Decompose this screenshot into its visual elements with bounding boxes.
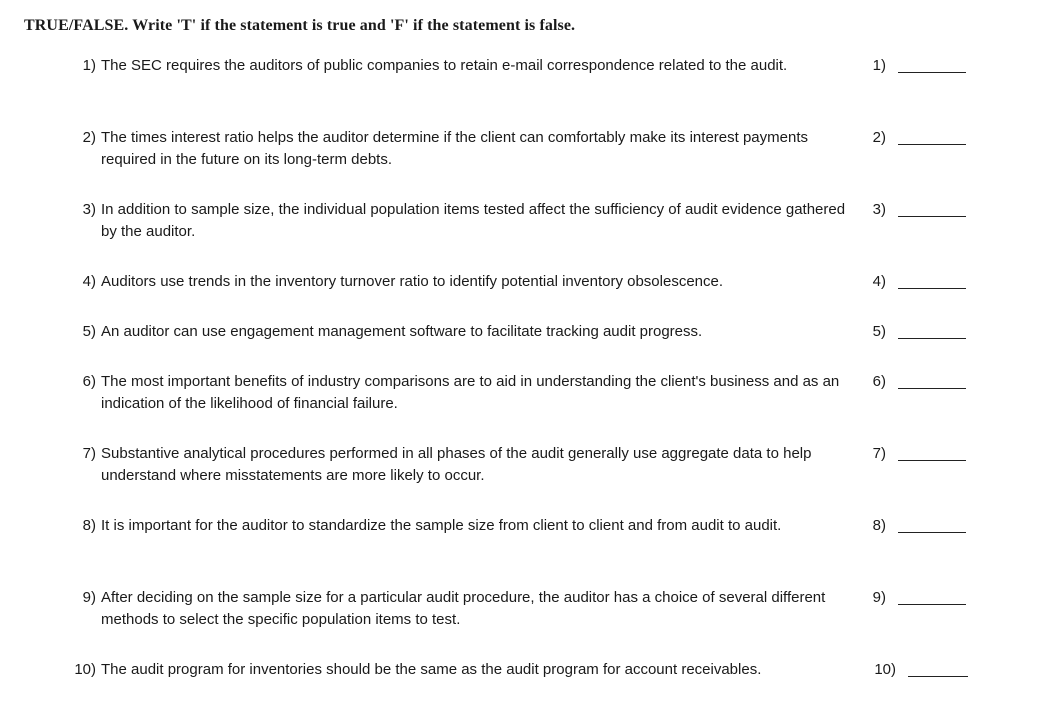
question-number: 1) [82, 57, 96, 74]
question-number: 3) [82, 201, 96, 218]
question-number: 2) [82, 129, 96, 146]
answer-blank[interactable] [898, 388, 966, 389]
question-item [70, 127, 1030, 173]
question-number: 6) [82, 373, 96, 390]
answer-blank[interactable] [898, 604, 966, 605]
question-number: 10) [74, 661, 96, 678]
question-number: 5) [82, 323, 96, 340]
answer-number: 4) [872, 273, 886, 290]
question-text: After deciding on the sample size for a particular audit procedure, the auditor has a choice of several different methods to select the specific population items to test. [101, 589, 826, 628]
answer-number: 3) [872, 201, 886, 218]
answer-number: 2) [872, 129, 886, 146]
answer-number: 9) [872, 589, 886, 606]
instructions-heading: TRUE/FALSE. Write 'T' if the statement is true and 'F' if the statement is false. [24, 17, 576, 34]
question-text: It is important for the auditor to standardize the sample size from client to client and from audit to audit. [101, 517, 782, 534]
question-item [70, 515, 1030, 561]
answer-number: 5) [872, 323, 886, 340]
answer-blank[interactable] [898, 216, 966, 217]
answer-number: 1) [872, 57, 886, 74]
question-text: The most important benefits of industry comparisons are to aid in understanding the client's business and as an indication of the likelihood of financial failure. [101, 373, 840, 412]
question-number: 4) [82, 273, 96, 290]
question-text: Substantive analytical procedures performed in all phases of the audit generally use aggregate data to help understand where misstatements are more likely to occur. [101, 445, 812, 484]
question-text: Auditors use trends in the inventory turnover ratio to identify potential inventory obsolescence. [101, 273, 724, 290]
question-item [70, 321, 1030, 367]
question-item [70, 271, 1030, 317]
question-text: The SEC requires the auditors of public companies to retain e-mail correspondence related to the audit. [101, 57, 788, 74]
answer-blank[interactable] [898, 338, 966, 339]
question-item [70, 587, 1030, 633]
question-item [70, 55, 1030, 101]
answer-blank[interactable] [898, 288, 966, 289]
answer-blank[interactable] [898, 460, 966, 461]
question-item [70, 371, 1030, 417]
answer-blank[interactable] [908, 676, 968, 677]
answer-blank[interactable] [898, 144, 966, 145]
question-number: 8) [82, 517, 96, 534]
answer-number: 7) [872, 445, 886, 462]
question-text: An auditor can use engagement management software to facilitate tracking audit progress. [101, 323, 703, 340]
question-item [70, 659, 1030, 705]
answer-blank[interactable] [898, 532, 966, 533]
question-text: In addition to sample size, the individual population items tested affect the sufficiency of audit evidence gathered by the auditor. [101, 201, 846, 240]
question-text: The times interest ratio helps the auditor determine if the client can comfortably make its interest payments required in the future on its long-term debts. [101, 129, 808, 168]
question-number: 9) [82, 589, 96, 606]
answer-number: 8) [872, 517, 886, 534]
answer-blank[interactable] [898, 72, 966, 73]
answer-number: 6) [872, 373, 886, 390]
question-item [70, 199, 1030, 245]
answer-number: 10) [874, 661, 896, 678]
question-number: 7) [82, 445, 96, 462]
question-text: The audit program for inventories should be the same as the audit program for account receivables. [101, 661, 762, 678]
question-item [70, 443, 1030, 489]
